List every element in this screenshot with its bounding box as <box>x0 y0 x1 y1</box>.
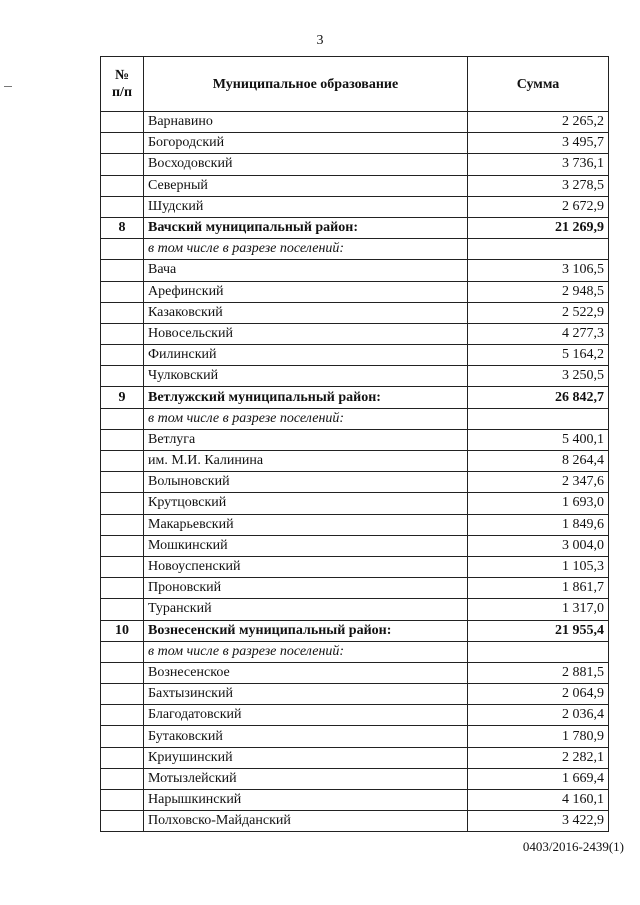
municipality-name: Вознесенское <box>144 662 468 683</box>
municipality-name: Варнавино <box>144 112 468 133</box>
municipality-name: Мошкинский <box>144 535 468 556</box>
amount: 2 064,9 <box>468 684 609 705</box>
row-number <box>101 175 144 196</box>
municipality-name: Волыновский <box>144 472 468 493</box>
municipality-name: Туранский <box>144 599 468 620</box>
municipality-name: Макарьевский <box>144 514 468 535</box>
row-number <box>101 196 144 217</box>
municipality-name: Мотызлейский <box>144 768 468 789</box>
header-sum: Сумма <box>468 57 609 112</box>
municipality-name: Полховско-Майданский <box>144 811 468 832</box>
margin-mark <box>4 86 12 87</box>
municipality-name: Шудский <box>144 196 468 217</box>
amount: 3 278,5 <box>468 175 609 196</box>
table-row <box>101 366 609 387</box>
row-number <box>101 662 144 683</box>
row-number <box>101 281 144 302</box>
municipality-name: Проновский <box>144 578 468 599</box>
municipality-name: Ветлуга <box>144 429 468 450</box>
district-row <box>101 620 609 641</box>
document-code: 0403/2016-2439(1) <box>522 839 624 854</box>
row-number <box>101 345 144 366</box>
amount: 8 264,4 <box>468 451 609 472</box>
table-row <box>101 535 609 556</box>
amount: 1 780,9 <box>468 726 609 747</box>
amount: 3 736,1 <box>468 154 609 175</box>
table-row <box>101 281 609 302</box>
table-row <box>101 175 609 196</box>
table-row <box>101 662 609 683</box>
row-number <box>101 429 144 450</box>
allocation-table <box>100 56 609 832</box>
amount: 2 672,9 <box>468 196 609 217</box>
amount: 5 164,2 <box>468 345 609 366</box>
amount <box>468 641 609 662</box>
table-row <box>101 578 609 599</box>
row-number <box>101 578 144 599</box>
municipality-name: Новосельский <box>144 323 468 344</box>
row-number <box>101 747 144 768</box>
municipality-name: в том числе в разрезе поселений: <box>144 641 468 662</box>
table-row <box>101 323 609 344</box>
row-number <box>101 726 144 747</box>
row-number <box>101 641 144 662</box>
amount: 2 347,6 <box>468 472 609 493</box>
amount: 2 948,5 <box>468 281 609 302</box>
table-row <box>101 514 609 535</box>
row-number <box>101 302 144 323</box>
page-number: 3 <box>316 33 324 48</box>
amount: 3 250,5 <box>468 366 609 387</box>
municipality-name: им. М.И. Калинина <box>144 451 468 472</box>
row-number <box>101 366 144 387</box>
table-row <box>101 260 609 281</box>
row-number <box>101 790 144 811</box>
row-number: 10 <box>101 620 144 641</box>
municipality-name: Вача <box>144 260 468 281</box>
municipality-name: Благодатовский <box>144 705 468 726</box>
municipality-name: Филинский <box>144 345 468 366</box>
table-row <box>101 790 609 811</box>
amount <box>468 408 609 429</box>
row-number <box>101 260 144 281</box>
municipality-name: Северный <box>144 175 468 196</box>
table-row <box>101 684 609 705</box>
amount: 4 160,1 <box>468 790 609 811</box>
row-number <box>101 323 144 344</box>
municipality-name: Бахтызинский <box>144 684 468 705</box>
municipality-name: Ветлужский муниципальный район: <box>144 387 468 408</box>
row-number <box>101 451 144 472</box>
municipality-name: в том числе в разрезе поселений: <box>144 239 468 260</box>
table-row <box>101 429 609 450</box>
row-number <box>101 408 144 429</box>
row-number <box>101 684 144 705</box>
amount: 3 495,7 <box>468 133 609 154</box>
row-number <box>101 768 144 789</box>
municipality-name: Богородский <box>144 133 468 154</box>
row-number <box>101 239 144 260</box>
note-row <box>101 641 609 662</box>
table-row <box>101 811 609 832</box>
amount <box>468 239 609 260</box>
header-number-label: № п/п <box>111 68 133 100</box>
table-row <box>101 451 609 472</box>
amount: 2 881,5 <box>468 662 609 683</box>
amount: 3 106,5 <box>468 260 609 281</box>
amount: 2 036,4 <box>468 705 609 726</box>
municipality-name: Крутцовский <box>144 493 468 514</box>
note-row <box>101 239 609 260</box>
table-row <box>101 599 609 620</box>
amount: 1 849,6 <box>468 514 609 535</box>
municipality-name: в том числе в разрезе поселений: <box>144 408 468 429</box>
note-row <box>101 408 609 429</box>
table-row <box>101 133 609 154</box>
table-body <box>101 112 609 832</box>
table-row <box>101 768 609 789</box>
row-number <box>101 535 144 556</box>
municipality-name: Вачский муниципальный район: <box>144 217 468 238</box>
table-row <box>101 345 609 366</box>
table-row <box>101 493 609 514</box>
amount: 2 522,9 <box>468 302 609 323</box>
header-number <box>101 57 144 112</box>
amount: 1 669,4 <box>468 768 609 789</box>
district-row <box>101 387 609 408</box>
row-number: 8 <box>101 217 144 238</box>
row-number <box>101 112 144 133</box>
amount: 5 400,1 <box>468 429 609 450</box>
amount: 2 282,1 <box>468 747 609 768</box>
row-number <box>101 133 144 154</box>
row-number <box>101 514 144 535</box>
municipality-name: Казаковский <box>144 302 468 323</box>
amount: 1 861,7 <box>468 578 609 599</box>
table-row <box>101 196 609 217</box>
amount: 21 955,4 <box>468 620 609 641</box>
amount: 4 277,3 <box>468 323 609 344</box>
amount: 1 317,0 <box>468 599 609 620</box>
amount: 1 693,0 <box>468 493 609 514</box>
amount: 21 269,9 <box>468 217 609 238</box>
district-row <box>101 217 609 238</box>
table-row <box>101 472 609 493</box>
row-number <box>101 472 144 493</box>
row-number <box>101 599 144 620</box>
row-number <box>101 705 144 726</box>
municipality-name: Криушинский <box>144 747 468 768</box>
municipality-name: Арефинский <box>144 281 468 302</box>
municipality-name: Восходовский <box>144 154 468 175</box>
municipality-name: Чулковский <box>144 366 468 387</box>
amount: 2 265,2 <box>468 112 609 133</box>
row-number <box>101 493 144 514</box>
row-number <box>101 556 144 577</box>
amount: 3 004,0 <box>468 535 609 556</box>
amount: 1 105,3 <box>468 556 609 577</box>
table-row <box>101 747 609 768</box>
table-row <box>101 726 609 747</box>
municipality-name: Вознесенский муниципальный район: <box>144 620 468 641</box>
table-row <box>101 112 609 133</box>
table-header-row <box>101 57 609 112</box>
amount: 3 422,9 <box>468 811 609 832</box>
table-row <box>101 302 609 323</box>
municipality-name: Нарышкинский <box>144 790 468 811</box>
municipality-name: Новоуспенский <box>144 556 468 577</box>
header-name: Муниципальное образование <box>144 57 468 112</box>
row-number <box>101 811 144 832</box>
table-row <box>101 154 609 175</box>
amount: 26 842,7 <box>468 387 609 408</box>
municipality-name: Бутаковский <box>144 726 468 747</box>
table-row <box>101 705 609 726</box>
row-number: 9 <box>101 387 144 408</box>
table-row <box>101 556 609 577</box>
row-number <box>101 154 144 175</box>
